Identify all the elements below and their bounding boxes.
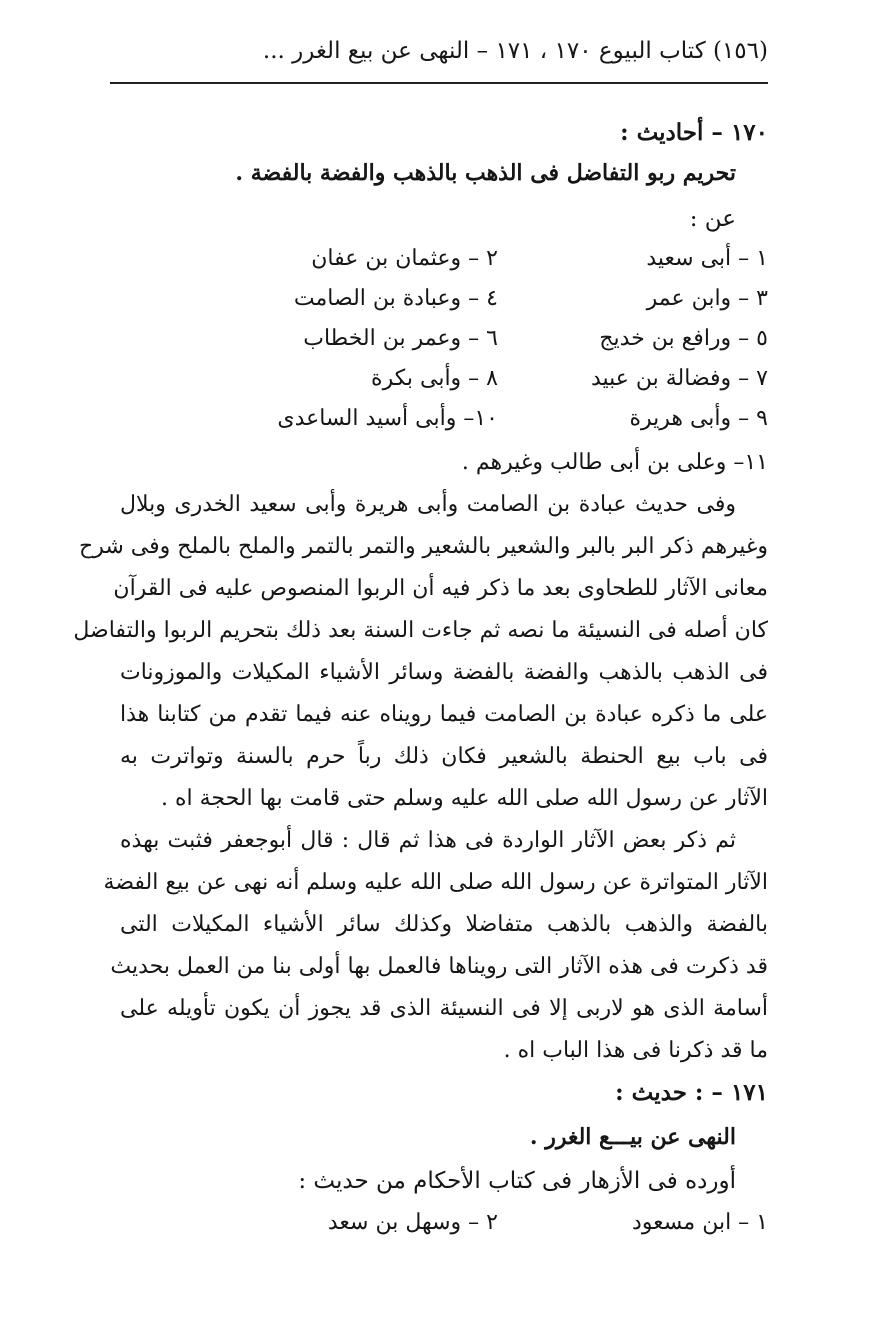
header-rule xyxy=(110,82,768,84)
section-171-title: النهى عن بيـــع الغرر . xyxy=(529,1124,736,1150)
narrator-6: ٦ – وعمر بن الخطاب xyxy=(303,326,498,351)
section-171-narrator-1: ١ – ابن مسعود xyxy=(632,1210,768,1235)
narrator-7: ٧ – وفضالة بن عبيد xyxy=(590,366,768,391)
running-header xyxy=(108,28,768,74)
narrator-5: ٥ – ورافع بن خديج xyxy=(599,326,768,351)
narrator-8: ٨ – وأبى بكرة xyxy=(371,366,498,391)
narrator-11: ١١– وعلى بن أبى طالب وغيرهم . xyxy=(461,450,768,475)
paragraph-1-line: وغيرهم ذكر البر بالبر والشعير بالشعير والتمر بالتمر والملح بالملح وفى شرح xyxy=(79,534,768,559)
paragraph-2-line: ثم ذكر بعض الآثار الواردة فى هذا ثم قال : قال أبوجعفر فثبت بهذه xyxy=(120,828,736,853)
section-171-narrator-2: ٢ – وسهل بن سعد xyxy=(327,1210,498,1235)
paragraph-1-line: وفى حديث عبادة بن الصامت وأبى هريرة وأبى سعيد الخدرى وبلال xyxy=(120,492,736,517)
section-171-intro: أورده فى الأزهار فى كتاب الأحكام من حديث : xyxy=(298,1168,736,1194)
section-170-from: عن : xyxy=(689,206,736,232)
section-171-heading: ١٧١ – : حديث : xyxy=(615,1079,768,1106)
header-text: (١٥٦) كتاب البيوع ١٧٠ ، ١٧١ – النهى عن بيع الغرر ... xyxy=(262,38,768,64)
paragraph-1-line: الآثار عن رسول الله صلى الله عليه وسلم حتى قامت بها الحجة اه . xyxy=(160,786,768,811)
narrator-4: ٤ – وعبادة بن الصامت xyxy=(293,286,498,311)
paragraph-2-line: ما قد ذكرنا فى هذا الباب اه . xyxy=(503,1038,768,1063)
paragraph-1-line: كان أصله فى النسيئة ما نصه ثم جاءت السنة بعد ذلك بتحريم الربوا والتفاضل xyxy=(73,618,768,643)
narrator-1: ١ – أبى سعيد xyxy=(646,246,768,271)
narrator-10: ١٠– وأبى أسيد الساعدى xyxy=(277,406,498,431)
paragraph-1-line: على ما ذكره عبادة بن الصامت فيما رويناه عنه فيما تقدم من كتابنا هذا xyxy=(120,702,768,727)
paragraph-1-line: فى باب بيع الحنطة بالشعير فكان ذلك رباً حرم بالسنة وتواترت به xyxy=(120,744,768,769)
section-170-title: تحريم ربو التفاضل فى الذهب بالذهب والفضة بالفضة . xyxy=(235,160,736,186)
paragraph-2-line: أسامة الذى هو لاربى إلا فى النسيئة الذى قد يجوز أن يكون تأويله على xyxy=(120,996,768,1021)
paragraph-1-line: فى الذهب بالذهب والفضة بالفضة وسائر الأشياء المكيلات والموزونات xyxy=(120,660,768,685)
paragraph-2-line: قد ذكرت فى هذه الآثار التى رويناها فالعمل بها أولى بنا من العمل بحديث xyxy=(110,954,768,979)
paragraph-1-line: معانى الآثار للطحاوى بعد ما ذكر فيه أن الربوا المنصوص عليه فى القرآن xyxy=(113,576,768,601)
narrator-9: ٩ – وأبى هريرة xyxy=(629,406,768,431)
paragraph-2-line: بالفضة والذهب بالذهب متفاضلا وكذلك سائر الأشياء المكيلات التى xyxy=(120,912,768,937)
narrator-2: ٢ – وعثمان بن عفان xyxy=(311,246,498,271)
paragraph-2-line: الآثار المتواترة عن رسول الله صلى الله عليه وسلم أنه نهى عن بيع الفضة xyxy=(103,870,768,895)
narrator-3: ٣ – وابن عمر xyxy=(646,286,768,311)
section-170-heading: ١٧٠ – أحاديث : xyxy=(620,119,768,146)
